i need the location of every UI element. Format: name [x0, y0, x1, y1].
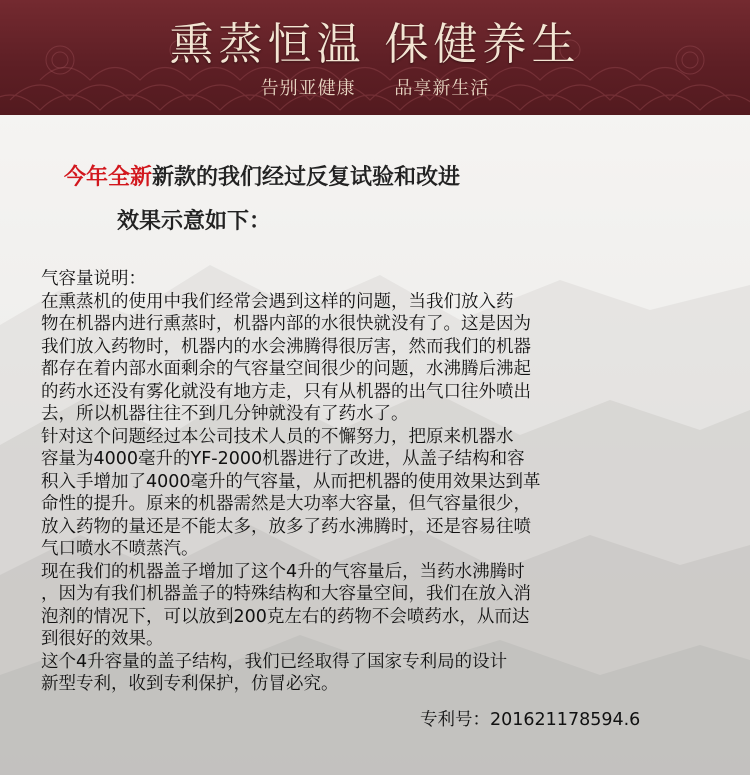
article-line: 命性的提升。原来的机器需然是大功率大容量，但气容量很少，: [41, 494, 531, 514]
article-line: 去，所以机器往往不到几分钟就没有了药水了。: [41, 404, 409, 424]
heading-accent: 今年全新: [64, 165, 153, 190]
banner-title: 熏蒸恒温 保健养生: [169, 19, 581, 70]
article-line: 这个4升容量的盖子结构，我们已经取得了国家专利局的设计: [41, 651, 508, 672]
article-line: 在熏蒸机的使用中我们经常会遇到这样的问题，当我们放入药: [41, 291, 514, 312]
banner-subtitle-right: 品享新生活: [394, 78, 490, 99]
article-line: 容量为4000毫升的YF-2000机器进行了改进，从盖子结构和容: [41, 449, 525, 469]
article-line: 的药水还没有雾化就没有地方走，只有从机器的出气口往外喷出: [41, 381, 531, 402]
header-banner: [0, 0, 750, 115]
heading-line-1: [64, 160, 460, 191]
banner-subtitle: [0, 74, 750, 100]
article-line: 都存在着内部水面剩余的气容量空间很少的问题，水沸腾后沸起: [41, 359, 531, 379]
article-line: 到很好的效果。: [41, 629, 164, 649]
heading-line-2: 效果示意如下：: [117, 209, 272, 234]
article-line: 泡剂的情况下，可以放到200克左右的药物不会喷药水，从而达: [41, 606, 530, 627]
article-line: 现在我们的机器盖子增加了这个4升的气容量后，当药水沸腾时: [41, 561, 525, 582]
banner-subtitle-left: 告别亚健康: [260, 78, 356, 99]
article-line: 气口喷水不喷蒸汽。: [41, 539, 199, 559]
article-line: ，因为有我们机器盖子的特殊结构和大容量空间，我们在放入消: [41, 584, 531, 604]
article-line: 物在机器内进行熏蒸时，机器内部的水很快就没有了。这是因为: [41, 314, 531, 334]
article-line: 新型专利，收到专利保护，仿冒必究。: [41, 674, 339, 694]
article-line: 针对这个问题经过本公司技术人员的不懈努力，把原来机器水: [41, 426, 514, 447]
article-line: 放入药物的量还是不能太多，放多了药水沸腾时，还是容易往喷: [41, 516, 531, 537]
article-line: 气容量说明：: [41, 269, 146, 289]
article-line: 积入手增加了4000毫升的气容量，从而把机器的使用效果达到革: [41, 471, 541, 492]
article-body: [41, 268, 731, 696]
article-line: 我们放入药物时，机器内的水会沸腾得很厉害，然而我们的机器: [41, 336, 531, 357]
patent-number: 专利号：201621178594.6: [420, 710, 641, 730]
heading-rest: 新款的我们经过反复试验和改进: [152, 165, 461, 190]
